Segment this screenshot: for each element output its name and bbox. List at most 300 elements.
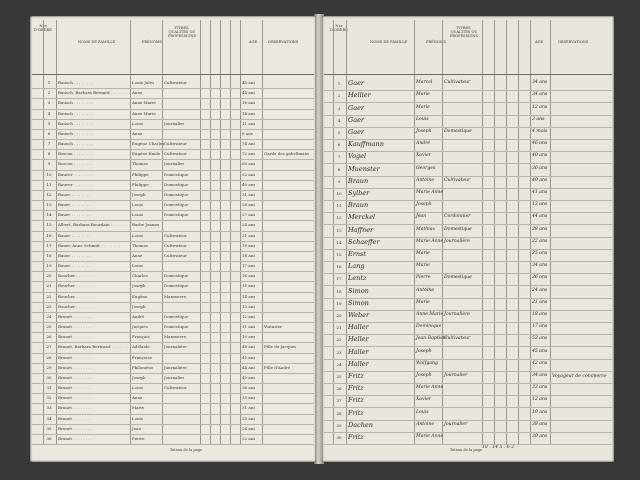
page-total-values: 10 . 14 5 . 6 2: [482, 445, 515, 450]
first-names-cell: Louis: [416, 409, 429, 415]
column-rule: [200, 20, 201, 444]
first-names-cell: Françoise: [132, 354, 152, 360]
row-rule: [32, 200, 314, 201]
row-number: 25: [336, 373, 342, 379]
first-names-cell: Wolfgang: [416, 360, 438, 366]
age-cell: 21 ans: [242, 232, 256, 238]
first-names-cell: Marie: [416, 263, 430, 269]
family-name-cell: Boucher . . . . . . . .: [58, 273, 96, 279]
age-cell: 13 ans: [532, 202, 548, 208]
family-name-cell: Boucher . . . . . . . .: [58, 293, 96, 299]
age-cell: 40 ans: [532, 153, 548, 159]
family-name-cell: Boscou . . . . . . . .: [58, 161, 93, 167]
row-number: 1: [47, 80, 51, 86]
status-cell: Journalier: [164, 161, 185, 167]
row-rule: [32, 88, 314, 89]
row-number: 27: [336, 398, 342, 404]
column-rule: [56, 20, 57, 444]
first-names-cell: Eugène: [132, 293, 148, 299]
status-cell: Journalière: [164, 364, 187, 370]
first-names-cell: Anne: [132, 90, 143, 96]
column-rule: [530, 20, 531, 444]
first-names-cell: Marie Anne: [416, 433, 444, 439]
row-number: 10: [336, 190, 342, 196]
column-rule: [240, 20, 241, 444]
age-cell: 36 ans: [532, 165, 548, 171]
row-number: 30: [46, 374, 52, 380]
first-names-cell: Louis: [132, 385, 143, 391]
family-name-cell: Braun: [348, 201, 369, 210]
first-names-cell: Joseph: [132, 303, 146, 309]
row-number: 18: [336, 288, 342, 294]
row-number: 29: [46, 364, 52, 370]
family-name-cell: Bausch . . . . . . . .: [58, 80, 94, 86]
age-cell: 16 ans: [242, 100, 256, 106]
status-cell: Domestique: [164, 202, 189, 208]
first-names-cell: Adélaïde: [132, 344, 150, 350]
age-cell: 40 ans: [242, 374, 256, 380]
row-number: 23: [336, 349, 342, 355]
first-names-cell: Joseph: [416, 372, 432, 378]
first-names-cell: Louis: [132, 202, 143, 208]
first-names-cell: Thomas: [132, 242, 148, 248]
row-rule: [32, 393, 314, 394]
age-cell: 44 ans: [242, 90, 256, 96]
first-names-cell: Philomène: [132, 364, 154, 370]
family-name-cell: Brunet . . . . . . . .: [58, 385, 93, 391]
age-cell: 42 ans: [532, 360, 548, 366]
column-rule: [550, 20, 551, 444]
family-name-cell: Gaer: [348, 127, 365, 136]
row-number: 24: [336, 361, 342, 367]
first-names-cell: Anne: [132, 130, 143, 136]
age-cell: 35 ans: [242, 395, 256, 401]
age-cell: 33 ans: [532, 385, 548, 391]
age-cell: 18 ans: [532, 311, 548, 317]
age-cell: 15 ans: [242, 283, 256, 289]
observation-cell: Voiturier: [264, 324, 282, 330]
observations-header: OBSERVATIONS: [268, 40, 299, 44]
row-rule: [32, 241, 314, 242]
row-rule: [32, 322, 314, 323]
age-cell: 12 ans: [242, 313, 256, 319]
family-name-cell: Gaer: [348, 79, 365, 88]
family-name-cell: Bausch, Barbara Bernard . . . . . . . .: [58, 90, 131, 96]
first-names-cell: Georges: [416, 165, 436, 171]
row-number: 13: [46, 202, 52, 208]
first-names-cell: Mathias: [416, 226, 435, 232]
status-cell: Domestique: [444, 226, 472, 232]
row-rule: [32, 434, 314, 435]
row-rule: [324, 249, 612, 250]
status-cell: Journalier: [164, 374, 185, 380]
age-cell: 34 ans: [532, 92, 548, 98]
age-cell: 14 ans: [242, 110, 256, 116]
family-name-header: NOMS DE FAMILLE: [370, 40, 408, 44]
family-name-cell: Haller: [348, 359, 369, 368]
age-cell: 28 ans: [242, 202, 256, 208]
first-names-cell: Marie: [416, 250, 430, 256]
age-cell: 21 ans: [532, 299, 548, 305]
age-cell: 25 ans: [242, 415, 256, 421]
age-cell: 8 ans: [242, 130, 253, 136]
family-name-cell: Boscou . . . . . . . .: [58, 151, 93, 157]
row-rule: [324, 407, 612, 408]
age-cell: 10 ans: [242, 334, 256, 340]
family-name-cell: Brunet . . . . . . . .: [58, 374, 93, 380]
row-rule: [32, 98, 314, 99]
family-name-cell: Gaer: [348, 103, 365, 112]
age-cell: 74 ans: [242, 141, 256, 147]
column-rule: [130, 20, 131, 444]
column-rule: [518, 20, 519, 444]
row-rule: [32, 159, 314, 160]
family-name-cell: Brunet . . . . . . . .: [58, 415, 93, 421]
first-names-cell: Eugène Émile: [132, 151, 161, 157]
first-names-cell: André: [416, 141, 431, 147]
row-number: 15: [336, 251, 342, 257]
family-name-cell: Brunet . . . . . . . .: [58, 405, 93, 411]
age-cell: 65 ans: [242, 161, 256, 167]
family-name-cell: Albert, Barbara Bourdain . . . . . . . .: [58, 222, 130, 228]
age-cell: 11 ans: [242, 324, 256, 330]
row-number: 26: [336, 386, 342, 392]
row-rule: [32, 363, 314, 364]
status-cell: Cordonnier: [444, 214, 471, 220]
status-cell: Domestique: [164, 191, 189, 197]
first-names-cell: Philippe: [132, 171, 149, 177]
status-cell: Journalière: [444, 238, 471, 244]
first-names-cell: Antoine: [416, 177, 435, 183]
row-number: 33: [46, 405, 52, 411]
first-names-cell: Louis: [132, 232, 143, 238]
row-number: 16: [336, 264, 342, 270]
first-names-cell: Marie: [416, 92, 430, 98]
first-names-cell: Louis: [132, 263, 143, 269]
column-rule: [333, 20, 334, 444]
family-name-cell: Simon: [348, 286, 369, 295]
row-rule: [32, 414, 314, 415]
family-name-cell: Kauffmann: [348, 140, 384, 149]
family-name-cell: Dachen: [348, 420, 373, 429]
age-cell: 22 ans: [242, 435, 256, 441]
row-number: 24: [46, 313, 52, 319]
row-number: 21: [46, 283, 52, 289]
status-cell: Journalier: [164, 120, 185, 126]
order-number-header: Nos D'ORDRE: [330, 24, 348, 32]
row-rule: [32, 261, 314, 262]
row-rule: [32, 312, 314, 313]
status-cell: Journalier: [444, 421, 468, 427]
age-cell: 34 ans: [532, 80, 548, 86]
family-name-cell: Haller: [348, 347, 369, 356]
row-number: 9: [47, 161, 51, 167]
first-names-cell: Joseph: [416, 202, 432, 208]
row-rule: [32, 373, 314, 374]
first-names-cell: Marcel: [416, 80, 433, 86]
column-rule: [346, 20, 347, 444]
status-header: TITRES, QUALITÉS OU PROFESSIONS: [168, 26, 197, 38]
row-rule: [32, 353, 314, 354]
status-cell: Cultivateur: [164, 80, 187, 86]
family-name-cell: Fritz: [348, 384, 364, 393]
first-names-cell: Xavier: [416, 153, 431, 159]
status-cell: Domestique: [164, 171, 189, 177]
row-number: 30: [336, 434, 342, 440]
row-number: 28: [46, 354, 52, 360]
right-page: [322, 16, 614, 462]
status-cell: Manœuvre: [164, 334, 187, 340]
status-cell: Domestique: [164, 273, 189, 279]
age-cell: 45 ans: [532, 348, 548, 354]
family-name-cell: Bauer . . . . . . . .: [58, 232, 91, 238]
first-names-cell: Joseph: [416, 348, 432, 354]
age-cell: 44 ans: [242, 364, 256, 370]
family-name-cell: Merckel: [348, 213, 376, 222]
age-cell: 3 ans: [532, 116, 545, 122]
row-number: 34: [46, 415, 52, 421]
row-number: 16: [46, 232, 52, 238]
row-number: 17: [336, 276, 342, 282]
row-number: 12: [336, 215, 342, 221]
row-number: 3: [47, 100, 51, 106]
family-name-cell: Fritz: [348, 396, 364, 405]
age-cell: 72 ans: [242, 151, 256, 157]
row-rule: [32, 271, 314, 272]
row-rule: [32, 444, 314, 445]
status-cell: Domestique: [444, 128, 472, 134]
family-name-cell: Fritz: [348, 432, 364, 441]
status-cell: Cultivateur: [164, 141, 187, 147]
family-name-cell: Boucher . . . . . . . .: [58, 283, 96, 289]
row-number: 19: [336, 300, 342, 306]
status-cell: Cultivateur: [444, 80, 471, 86]
age-header: AGE: [535, 40, 544, 44]
row-number: 4: [337, 117, 341, 123]
first-names-cell: Dominique: [416, 324, 442, 330]
row-rule: [324, 395, 612, 396]
row-number: 5: [337, 129, 341, 135]
row-number: 32: [46, 395, 52, 401]
family-name-cell: Bausch . . . . . . . .: [58, 110, 94, 116]
age-cell: 17 ans: [242, 263, 256, 269]
age-cell: 31 ans: [242, 191, 256, 197]
first-names-cell: Marie Anne: [416, 238, 444, 244]
age-cell: 52 ans: [242, 171, 256, 177]
family-name-cell: Weber: [348, 310, 370, 319]
first-names-cell: Marie: [416, 299, 430, 305]
first-names-cell: Joseph: [132, 191, 146, 197]
row-rule: [324, 151, 612, 152]
age-cell: 38 ans: [532, 421, 548, 427]
family-name-cell: Vogel: [348, 152, 367, 161]
age-cell: 24 ans: [532, 287, 548, 293]
age-cell: 11 ans: [242, 120, 256, 126]
first-names-cell: Jean: [132, 425, 141, 431]
column-rule: [220, 20, 221, 444]
family-name-cell: Brunet . . . . . . . .: [58, 354, 93, 360]
row-number: 14: [46, 212, 52, 218]
first-names-header: PRÉNOMS: [426, 40, 446, 44]
observation-cell: Voyageur de commerce: [552, 373, 607, 379]
family-name-cell: Brunet . . . . . . . .: [58, 324, 93, 330]
first-names-cell: Joseph: [132, 283, 146, 289]
family-name-cell: Gaer: [348, 115, 365, 124]
row-number: 12: [46, 191, 52, 197]
row-rule: [32, 210, 314, 211]
first-names-cell: Anne: [132, 252, 143, 258]
row-number: 19: [46, 263, 52, 269]
first-names-cell: Charles: [132, 273, 148, 279]
first-names-cell: Marie: [416, 104, 430, 110]
age-cell: 19 ans: [242, 242, 256, 248]
header-rule: [32, 74, 314, 75]
family-name-cell: Braun: [348, 176, 369, 185]
age-cell: 40 ans: [532, 177, 548, 183]
family-name-cell: Lentz: [348, 274, 367, 283]
age-cell: 4 mois: [532, 128, 548, 134]
age-cell: 40 ans: [242, 181, 256, 187]
status-cell: Domestique: [164, 283, 189, 289]
row-number: 2: [47, 90, 51, 96]
status-cell: Cultivateur: [164, 385, 187, 391]
status-cell: Manœuvre: [164, 293, 187, 299]
row-number: 11: [336, 203, 342, 209]
row-rule: [32, 424, 314, 425]
row-number: 20: [46, 273, 52, 279]
row-rule: [32, 342, 314, 343]
row-rule: [324, 261, 612, 262]
status-cell: Cultivateur: [444, 336, 471, 342]
family-name-cell: Simon: [348, 298, 369, 307]
row-rule: [32, 170, 314, 171]
row-rule: [32, 139, 314, 140]
row-number: 29: [336, 422, 342, 428]
row-number: 7: [337, 154, 341, 160]
row-number: 22: [46, 293, 52, 299]
age-cell: 46 ans: [532, 141, 548, 147]
row-number: 20: [336, 312, 342, 318]
age-cell: 10 ans: [532, 409, 548, 415]
row-rule: [324, 371, 612, 372]
row-number: 6: [337, 142, 341, 148]
family-name-cell: Haller: [348, 323, 369, 332]
age-cell: 24 ans: [242, 425, 256, 431]
column-rule: [230, 20, 231, 444]
first-names-cell: Anne Marie: [132, 100, 156, 106]
status-cell: Journalière: [164, 344, 187, 350]
first-names-cell: Pierre: [132, 435, 145, 441]
row-number: 35: [46, 425, 52, 431]
first-names-cell: Xavier: [416, 397, 431, 403]
row-rule: [324, 432, 612, 433]
age-cell: 34 ans: [532, 372, 548, 378]
order-number-header: Nos D'ORDRE: [34, 24, 52, 32]
first-names-cell: François: [132, 334, 150, 340]
row-rule: [32, 220, 314, 221]
row-rule: [32, 332, 314, 333]
row-number: 14: [336, 239, 342, 245]
row-number: 13: [336, 227, 342, 233]
family-name-cell: Bauer . . . . . . . .: [58, 212, 91, 218]
observation-cell: Fille d'André: [264, 364, 291, 370]
family-name-cell: Brunet . . . . . . . .: [58, 364, 93, 370]
first-names-cell: Pierre: [416, 275, 431, 281]
family-name-cell: Fritz: [348, 371, 364, 380]
row-rule: [32, 251, 314, 252]
row-rule: [324, 127, 612, 128]
column-rule: [414, 20, 415, 444]
column-rule: [43, 20, 44, 444]
family-name-cell: Bauer . . . . . . . .: [58, 252, 91, 258]
family-name-cell: Bauer, Anne Schmitt . . . . . . . .: [58, 242, 121, 248]
row-number: 6: [47, 130, 51, 136]
row-number: 23: [46, 303, 52, 309]
observation-cell: Garde des gabellmans: [264, 151, 310, 157]
first-names-cell: Marie Anne: [416, 189, 444, 195]
age-cell: 12 ans: [532, 397, 548, 403]
row-rule: [32, 149, 314, 150]
age-header: AGE: [249, 40, 258, 44]
page-total-label: Totaux de la page: [170, 448, 203, 452]
first-names-cell: Barbe Jeanne: [132, 222, 160, 228]
row-number: 9: [337, 178, 341, 184]
first-names-cell: Jean Baptiste: [416, 336, 448, 342]
row-number: 8: [47, 151, 51, 157]
status-header: TITRES, QUALITÉS OU PROFESSIONS: [450, 26, 479, 38]
family-name-cell: Sylber: [348, 188, 370, 197]
row-rule: [324, 383, 612, 384]
first-names-cell: Marie: [132, 405, 145, 411]
column-rule: [210, 20, 211, 444]
first-names-cell: Joseph: [416, 128, 432, 134]
status-cell: Domestique: [164, 181, 189, 187]
first-names-cell: Louis: [132, 415, 143, 421]
row-number: 1: [337, 81, 341, 87]
first-names-cell: Thomas: [132, 161, 148, 167]
family-name-cell: Boucher . . . . . . . .: [58, 303, 96, 309]
family-name-cell: Brunet . . . . . . . .: [58, 435, 93, 441]
row-number: 11: [46, 181, 52, 187]
status-cell: Domestique: [164, 324, 189, 330]
left-page: [30, 16, 316, 462]
column-rule: [162, 20, 163, 444]
first-names-cell: Louis: [132, 120, 143, 126]
age-cell: 16 ans: [242, 273, 256, 279]
row-number: 22: [336, 337, 342, 343]
status-cell: Domestique: [444, 275, 472, 281]
row-number: 25: [46, 324, 52, 330]
row-number: 8: [337, 166, 341, 172]
row-number: 36: [46, 435, 52, 441]
row-number: 17: [46, 242, 52, 248]
status-cell: Cultivateur: [444, 177, 471, 183]
age-cell: 13 ans: [242, 303, 256, 309]
row-number: 18: [46, 252, 52, 258]
family-name-cell: Lang: [348, 262, 365, 271]
first-names-cell: Anne Marie: [132, 110, 156, 116]
status-cell: Domestique: [164, 313, 189, 319]
column-rule: [506, 20, 507, 444]
family-name-cell: Brunet, Barbara Bertrand . . . . . . . .: [58, 344, 131, 350]
status-cell: Domestique: [164, 212, 189, 218]
age-cell: 44 ans: [532, 214, 548, 220]
first-names-cell: Eugène Charles: [132, 141, 165, 147]
row-rule: [32, 302, 314, 303]
row-rule: [32, 231, 314, 232]
column-rule: [494, 20, 495, 444]
family-name-cell: Brunet . . . . . . . .: [58, 395, 93, 401]
